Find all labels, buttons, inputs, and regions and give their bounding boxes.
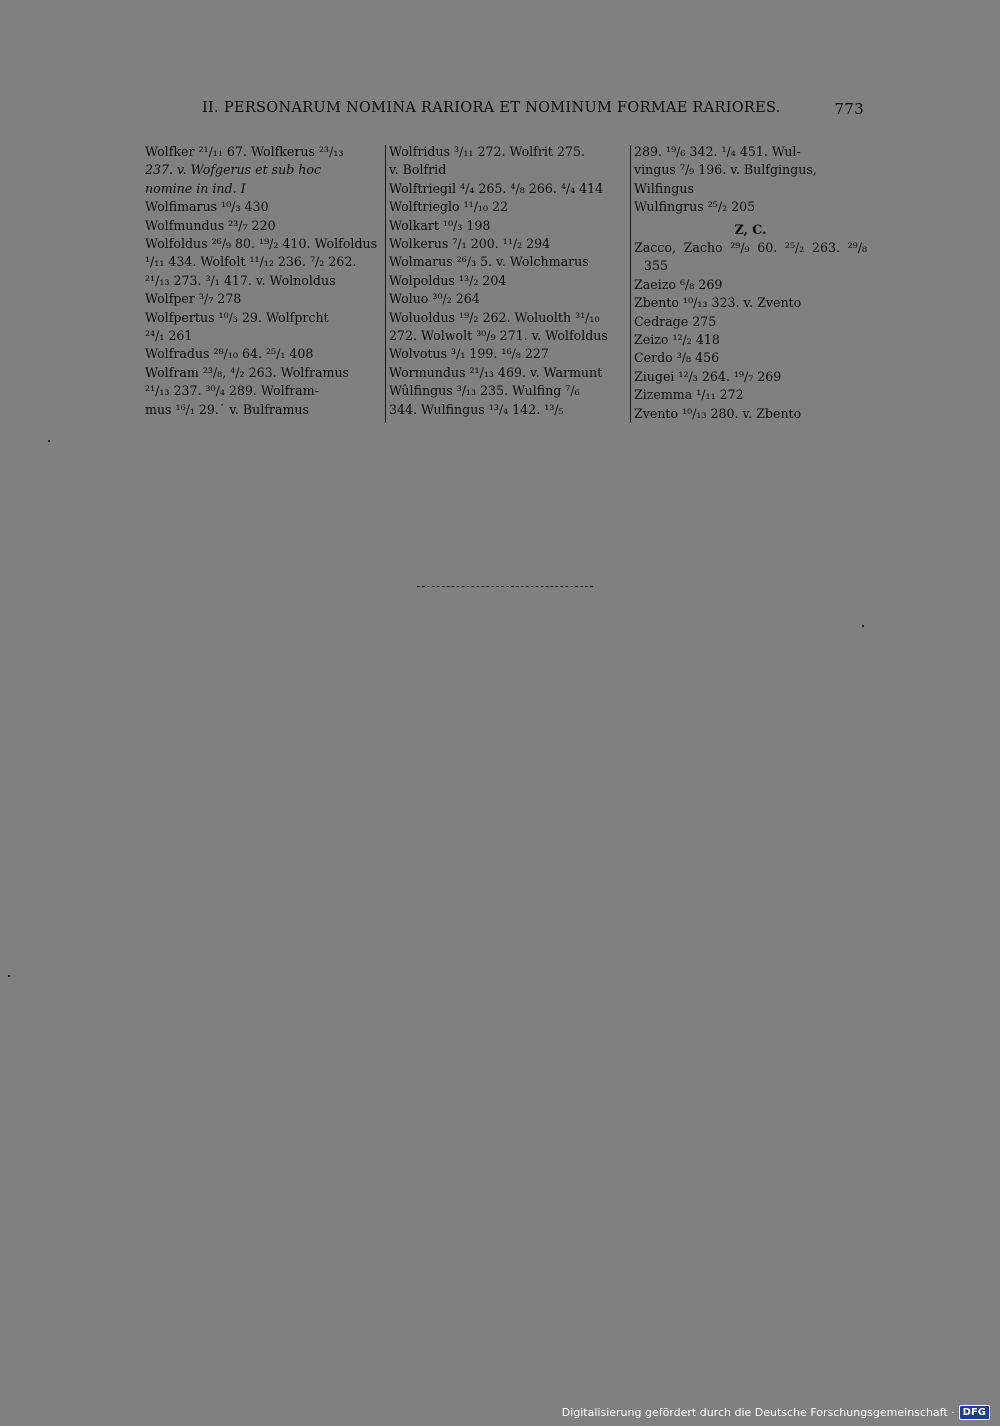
index-line: Wolpoldus ¹³/₂ 204 bbox=[389, 272, 507, 288]
index-line: Wolftrieglo ¹¹/₁₀ 22 bbox=[389, 199, 509, 215]
page-title: II. PERSONARUM NOMINA RARIORA ET NOMINUM FORMAE RARIORES. bbox=[202, 100, 781, 116]
index-line: ²⁴/₁ 261 bbox=[145, 328, 193, 344]
index-line: Wilfingus bbox=[634, 180, 694, 196]
index-line: Woluoldus ¹⁹/₂ 262. Woluolth ³¹/₁₀ bbox=[389, 309, 600, 325]
column-2 bbox=[389, 143, 624, 425]
index-line: 237. v. Wofgerus et sub hoc bbox=[145, 162, 322, 178]
index-line: Zaeizo ⁶/₈ 269 bbox=[634, 276, 723, 292]
index-line: Cedrage 275 bbox=[634, 313, 717, 329]
column-divider bbox=[385, 145, 386, 423]
index-line: Wolmarus ²⁶/₃ 5. v. Wolchmarus bbox=[389, 254, 589, 270]
scan-speck bbox=[48, 440, 50, 442]
index-line: vingus ⁷/₉ 196. v. Bulfgingus, bbox=[634, 162, 817, 178]
index-line: 272. Wolwolt ³⁰/₉ 271. v. Wolfoldus bbox=[389, 328, 608, 344]
index-line: Wulfingrus ²⁵/₂ 205 bbox=[634, 199, 756, 215]
index-line: ¹/₁₁ 434. Wolfolt ¹¹/₁₂ 236. ⁷/₂ 262. bbox=[145, 254, 357, 270]
column-3-text-continued bbox=[634, 239, 872, 423]
index-line: nomine in ind. I bbox=[145, 180, 246, 196]
digitization-footer bbox=[562, 1405, 990, 1420]
index-line: Wolfmundus ²³/₇ 220 bbox=[145, 217, 276, 233]
index-line: Wolfpertus ¹⁰/₃ 29. Wolfprcht bbox=[145, 309, 329, 325]
letter-heading: Z, C. bbox=[734, 221, 767, 237]
index-line: 289. ¹⁹/₆ 342. ¹/₄ 451. Wul- bbox=[634, 144, 801, 159]
index-line: Cerdo ³/₈ 456 bbox=[634, 350, 720, 366]
index-line: Wormundus ²¹/₁₃ 469. v. Warmunt bbox=[389, 364, 603, 380]
column-divider bbox=[630, 145, 631, 423]
index-line: Wolfoldus ²⁶/₉ 80. ¹⁹/₂ 410. Wolfoldus bbox=[145, 236, 378, 252]
column-3-text bbox=[634, 143, 867, 217]
index-line: Zizemma ¹/₁₁ 272 bbox=[634, 387, 744, 403]
index-line: Wolfimarus ¹⁰/₃ 430 bbox=[145, 199, 269, 215]
index-line: Zeizo ¹²/₂ 418 bbox=[634, 332, 720, 348]
column-1 bbox=[145, 143, 380, 425]
index-line: v. Bolfrid bbox=[389, 162, 447, 178]
index-line: Wolftriegil ⁴/₄ 265. ⁴/₈ 266. ⁴/₄ 414 bbox=[389, 180, 604, 196]
index-line: ²¹/₁₃ 273. ³/₁ 417. v. Wolnoldus bbox=[145, 272, 336, 288]
index-line: Wolfridus ³/₁₁ 272. Wolfrit 275. bbox=[389, 144, 585, 159]
index-line: Wolvotus ³/₁ 199. ¹⁶/₈ 227 bbox=[389, 346, 549, 362]
section-divider-rule bbox=[417, 586, 593, 588]
scan-speck bbox=[8, 975, 10, 977]
index-line: Woluo ³⁰/₂ 264 bbox=[389, 291, 480, 307]
index-line: Zvento ¹⁰/₁₃ 280. v. Zbento bbox=[634, 405, 802, 421]
index-line: Wolkart ¹⁰/₃ 198 bbox=[389, 217, 491, 233]
column-3 bbox=[634, 143, 872, 425]
index-line: Wolfradus ²⁸/₁₀ 64. ²⁵/₁ 408 bbox=[145, 346, 314, 362]
index-columns bbox=[145, 143, 872, 425]
index-line: mus ¹⁶/₁ 29.˙ v. Bulframus bbox=[145, 401, 309, 417]
footer-text: Digitalisierung gefördert durch die Deutsche Forschungsgemeinschaft · bbox=[561, 1406, 955, 1419]
index-line: Zacco, Zacho ²⁹/₉ 60. ²⁵/₂ 263. ²⁹/₈ 355 bbox=[634, 240, 872, 274]
index-line: 344. Wulfingus ¹³/₄ 142. ¹³/₅ bbox=[389, 401, 564, 417]
index-line: Wolfker ²¹/₁₁ 67. Wolfkerus ²³/₁₃ bbox=[145, 144, 344, 159]
column-1-text bbox=[145, 143, 380, 419]
scan-speck bbox=[862, 625, 864, 627]
index-line: ²¹/₁₃ 237. ³⁰/₄ 289. Wolfram- bbox=[145, 383, 320, 399]
page-number: 773 bbox=[834, 100, 864, 118]
index-line: Ziugei ¹²/₃ 264. ¹⁹/₇ 269 bbox=[634, 368, 782, 384]
index-line: Wolkerus ⁷/₁ 200. ¹¹/₂ 294 bbox=[389, 236, 551, 252]
index-line: Wolfram ²³/₈, ⁴/₂ 263. Wolframus bbox=[145, 364, 350, 380]
index-line: Zbento ¹⁰/₁₃ 323. v. Zvento bbox=[634, 295, 802, 311]
index-line: Wûlfingus ³/₁₃ 235. Wulfing ⁷/₆ bbox=[389, 383, 580, 399]
dfg-logo-icon[interactable]: DFG bbox=[959, 1405, 990, 1420]
column-2-text bbox=[389, 143, 624, 419]
index-line: Wolfper ³/₇ 278 bbox=[145, 291, 242, 307]
